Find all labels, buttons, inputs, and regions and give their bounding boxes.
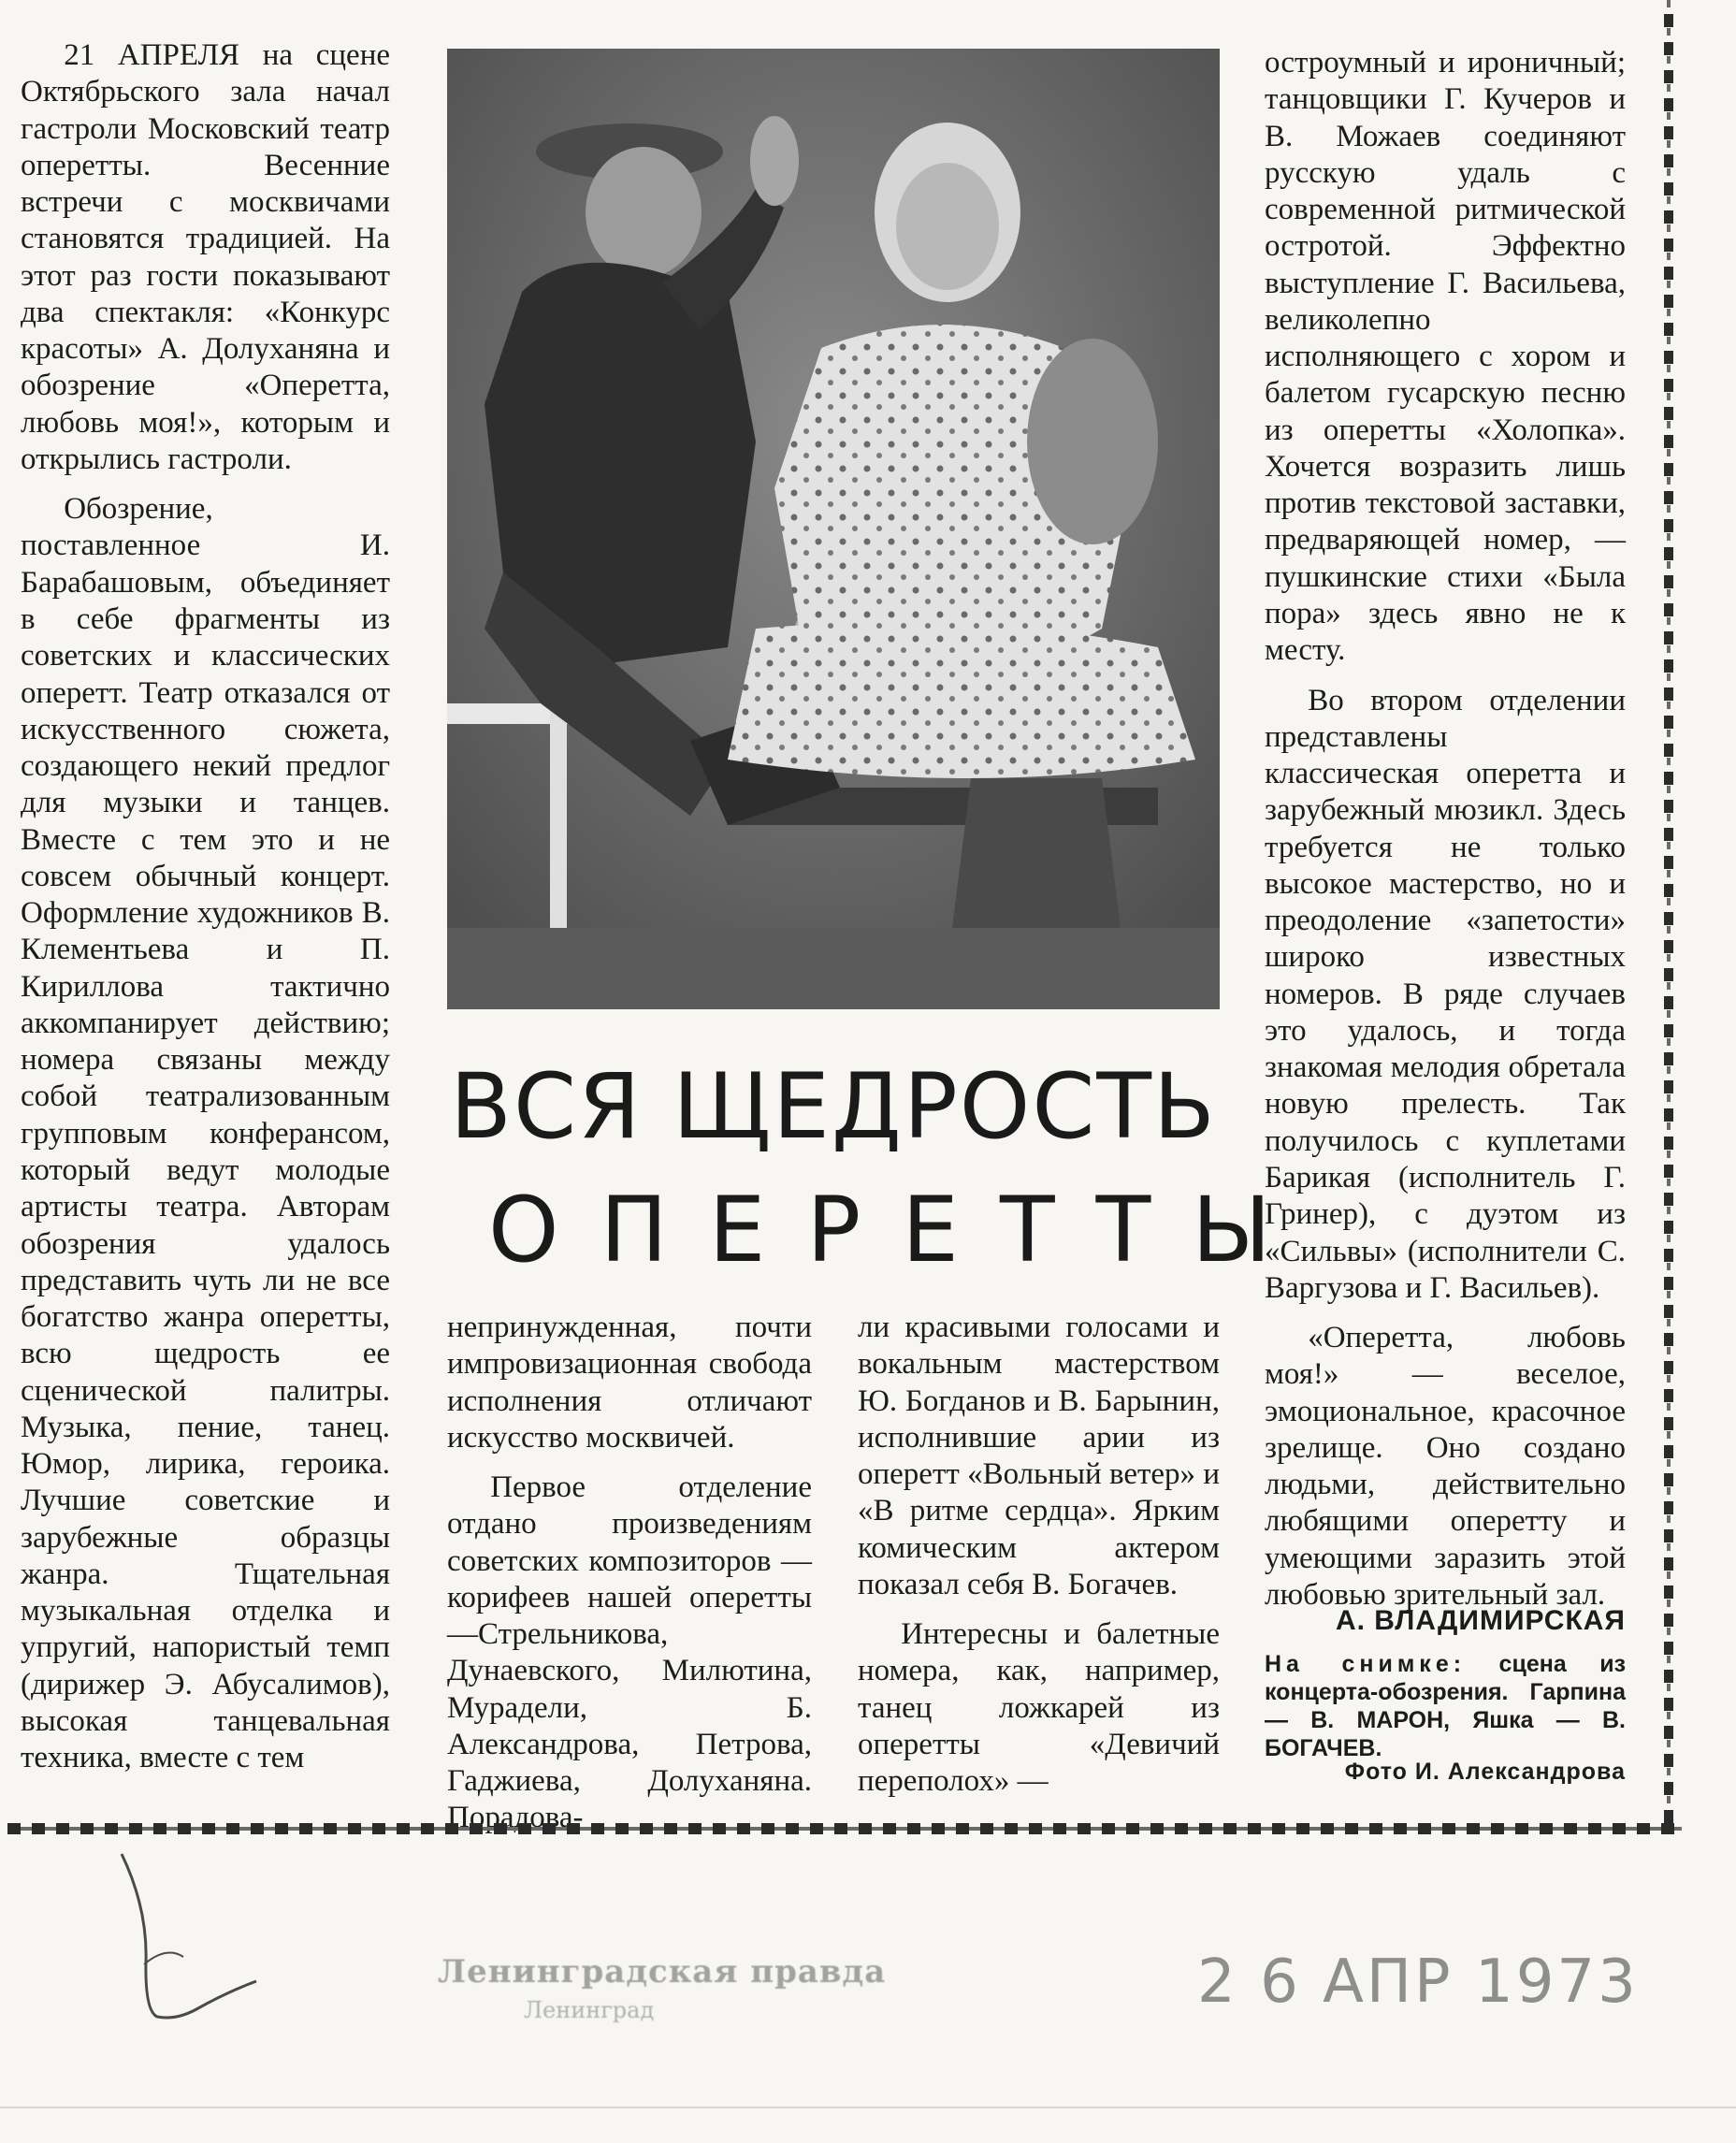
article-paragraph: Интересны и балетные номера, как, например, танец ложкарей из оперетты «Девичий переполох» — <box>858 1617 1220 1799</box>
article-column-3 <box>858 1310 1220 1800</box>
article-paragraph: остроумный и ироничный; танцовщики Г. Кучеров и В. Можаев соединяют русскую удаль с современной ритмической остротой. Эффектно выступление Г. Васильева, великолепно исполняющего с хором и балетом гусарскую песню из оперетты «Холопка». Хочется возразить лишь против текстовой заставки, предваряющей номер, — пушкинские стихи «Была пора» здесь явно не к месту. <box>1265 46 1626 668</box>
caption-prefix: На снимке: <box>1265 1651 1467 1677</box>
article-paragraph: Обозрение, поставленное И. Барабашовым, объединяет в себе фрагменты из советских и классических оперетт. Театр отказался от искусственного сюжета, создающего некий предлог для музыки и танцев. Вместе с тем это и не совсем обычный концерт. Оформление художников В. Клементьева и П. Кириллова тактично аккомпанирует действию; номера связаны между собой театрализованным групповым конферансом, который ведут молодые артисты театра. Авторам обозрения удалось представить чуть ли не все богатство жанра оперетты, всю щедрость ее сценической палитры. Музыка, пение, танец. Юмор, лирика, героика. Лучшие советские и зарубежные образцы жанра. Тщательная музыкальная отделка и упругий, напористый темп (дирижер Э. Абусалимов), высокая танцевальная техника, вместе с тем <box>21 492 390 1775</box>
headline <box>447 1054 1312 1289</box>
article-column-2 <box>447 1310 812 1837</box>
article-column-4 <box>1265 45 1626 1614</box>
article-paragraph: ли красивыми голосами и вокальным мастерством Ю. Богданов и В. Барынин, исполнившие арии из оперетт «Вольный ветер» и «В ритме сердца». Ярким комическим актером показал себя В. Богачев. <box>858 1310 1220 1601</box>
author-byline: А. ВЛАДИМИРСКАЯ <box>1335 1605 1626 1636</box>
bottom-divider <box>0 2107 1736 2108</box>
date-stamp: 2 6 АПР 1973 <box>1197 1948 1639 2017</box>
article-paragraph: непринужденная, почти импровизационная свобода исполнения отличают искусство москвичей. <box>447 1310 812 1455</box>
article-paragraph: Первое отделение отдано произведениям советских композиторов — корифеев нашей оперетты—Стрельникова, Дунаевского, Милютина, Мурадели, Б. Александрова, Петрова, Гаджиева, Долуханяна. Порадова- <box>447 1470 812 1835</box>
publication-stamp: Ленинградская правда <box>438 1953 887 1991</box>
caption-text: сцена из концерта-обозрения. Гарпина — В. МАРОН, Яшка — В. БОГАЧЕВ. <box>1265 1651 1627 1761</box>
decorative-border-bottom <box>7 1815 1682 1843</box>
article-paragraph: «Оперетта, любовь моя!» — веселое, эмоциональное, красочное зрелище. Оно создано людьми, действительно любящими оперетту и умеющими заразить этой любовью зрительный зал. <box>1265 1321 1626 1612</box>
article-paragraph: 21 АПРЕЛЯ на сцене Октябрьского зала начал гастроли Московский театр оперетты. Весенние встречи с москвичами становятся традицией. На этот раз гости показывают два спектакля: «Конкурс красоты» А. Долуханяна и обозрение «Оперетта, любовь моя!», которым и открылись гастроли. <box>21 38 390 476</box>
headline-line-1: ВСЯ ЩЕДРОСТЬ <box>450 1054 1217 1159</box>
stage-scene-photo <box>447 49 1220 1009</box>
photo-caption <box>1265 1650 1626 1762</box>
article-column-1 <box>21 37 390 1776</box>
photo-credit: Фото И. Александрова <box>1344 1759 1626 1785</box>
handwritten-signature <box>110 1852 260 2020</box>
article-photo <box>447 49 1220 1009</box>
publication-stamp-city: Ленинград <box>524 1997 655 2023</box>
decorative-border-right <box>1656 0 1682 1829</box>
headline-line-2: ОПЕРЕТТЫ <box>488 1178 1312 1282</box>
article-paragraph: Во втором отделении представлены классическая оперетта и зарубежный мюзикл. Здесь требуется не только высокое мастерство, но и преодоление «запетости» широко известных номеров. В ряде случаев это удалось, и тогда знакомая мелодия обретала новую прелесть. Так получилось с куплетами Барикая (исполнитель Г. Гринер), с дуэтом из «Сильвы» (исполнители С. Варгузова и Г. Васильев). <box>1265 683 1626 1305</box>
